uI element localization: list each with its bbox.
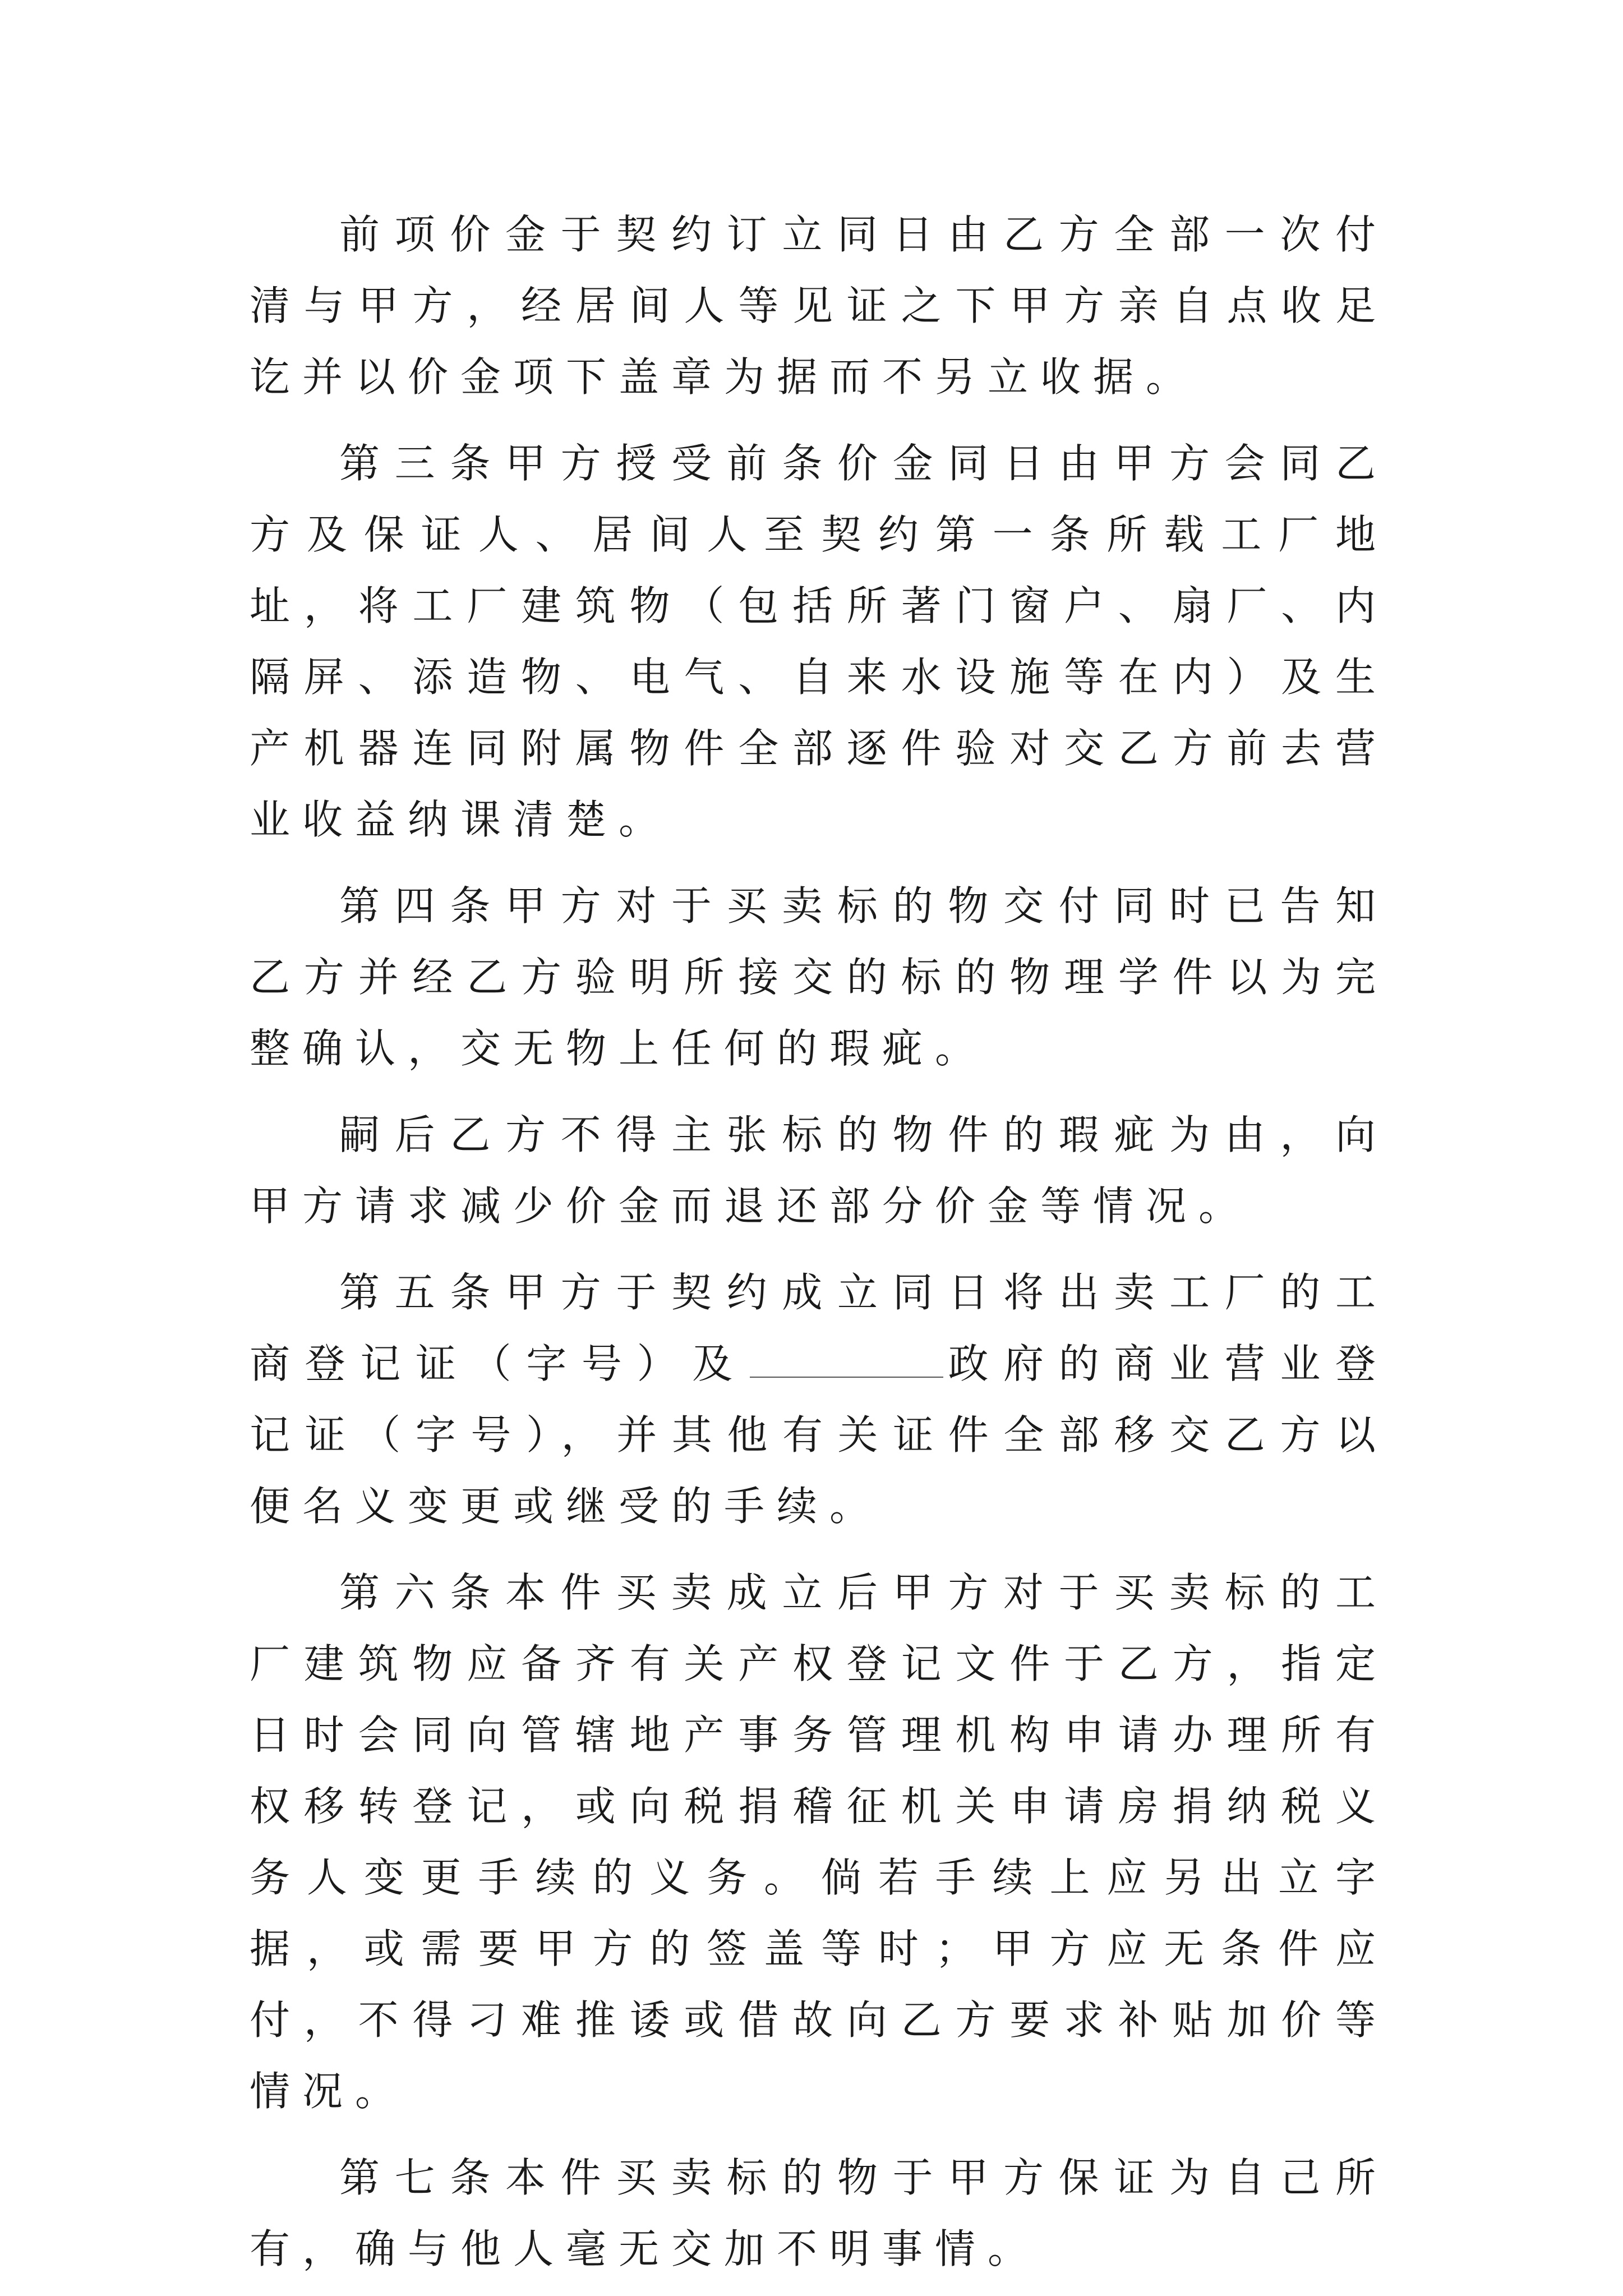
article-5-text-after-blank: 政府的商业营业登记证（字号），并其他有关证件全部移交乙方以便名义变更或继受的手续。 [250,1340,1388,1530]
paragraph-article-4: 第四条甲方对于买卖标的物交付同时已告知乙方并经乙方验明所接交的标的物理学件以为完整确认，交无物上任何的瑕疵。 [250,882,1388,1072]
paragraph-article-7: 第七条本件买卖标的物于甲方保证为自己所有，确与他人毫无交加不明事情。 [250,2154,1388,2272]
paragraph-article-3: 第三条甲方授受前条价金同日由甲方会同乙方及保证人、居间人至契约第一条所载工厂地址，将工厂建筑物（包括所著门窗户、扇厂、内隔屏、添造物、电气、自来水设施等在内）及生产机器连同附属物件全部逐件验对交乙方前去营业收益纳课清楚。 [250,440,1388,843]
contract-body [250,199,1388,2285]
article-5-text-before-blank: 第五条甲方于契约成立同日将出卖工厂的工商登记证（字号）及 [250,1269,1388,1387]
paragraph-payment: 前项价金于契约订立同日由乙方全部一次付清与甲方，经居间人等见证之下甲方亲自点收足讫并以价金项下盖章为据而不另立收据。 [250,211,1388,401]
fill-in-blank [750,1337,943,1378]
paragraph-article-6: 第六条本件买卖成立后甲方对于买卖标的工厂建筑物应备齐有关产权登记文件于乙方，指定日时会同向管辖地产事务管理机构申请办理所有权移转登记，或向税捐稽征机关申请房捐纳税义务人变更手续的义务。倘若手续上应另出立字据，或需要甲方的签盖等时；甲方应无条件应付，不得刁难推诿或借故向乙方要求补贴加价等情况。 [250,1569,1388,2115]
paragraph-article-4-continued: 嗣后乙方不得主张标的物件的瑕疵为由，向甲方请求减少价金而退还部分价金等情况。 [250,1111,1388,1230]
paragraph-article-5 [250,1257,1388,1542]
